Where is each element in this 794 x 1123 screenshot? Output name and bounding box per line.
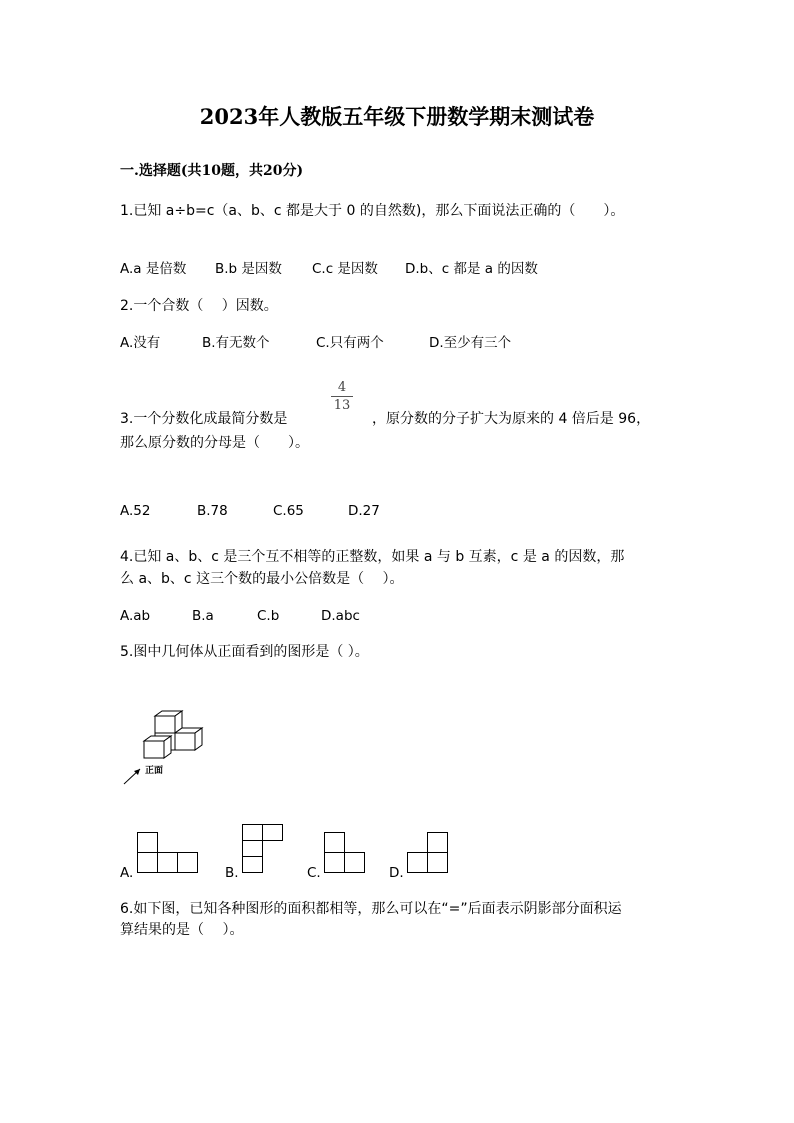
option-d-shape: [407, 832, 451, 874]
option-c-shape: [324, 832, 368, 874]
question-2-option-d: D.至少有三个: [429, 335, 512, 351]
question-2-option-a: A.没有: [120, 335, 161, 351]
question-5-option-a: A.: [120, 865, 134, 881]
question-5-text: 5.图中几何体从正面看到的图形是（ ）。: [120, 644, 369, 660]
question-3-option-c: C.65: [273, 503, 304, 519]
question-4-option-b: B.a: [192, 608, 214, 624]
question-4-text-line1: 4.已知 a、b、c 是三个互不相等的正整数，如果 a 与 b 互素，c 是 a 的因数，那: [120, 549, 625, 565]
question-2-option-c: C.只有两个: [316, 335, 384, 351]
fraction-numerator: 4: [337, 380, 347, 395]
section-heading: 一.选择题(共10题，共20分): [120, 163, 304, 179]
front-view-label: 正面: [145, 766, 164, 776]
cube-solid-figure: [118, 708, 218, 790]
question-4-option-c: C.b: [257, 608, 280, 624]
question-3-text-line2: 那么原分数的分母是（ ）。: [120, 435, 309, 451]
option-b-shape: [242, 824, 286, 876]
question-6-text-line2: 算结果的是（ ）。: [120, 922, 244, 938]
question-3-fraction: [331, 380, 353, 413]
question-4-text-line2: 么 a、b、c 这三个数的最小公倍数是（ ）。: [120, 571, 404, 587]
question-3-option-d: D.27: [348, 503, 380, 519]
fraction-bar: [331, 396, 353, 397]
question-5-option-c: C.: [307, 865, 321, 881]
question-2-text: 2.一个合数（ ）因数。: [120, 298, 278, 314]
question-4-option-a: A.ab: [120, 608, 151, 624]
question-2-option-b: B.有无数个: [202, 335, 270, 351]
question-1-option-b: B.b 是因数: [215, 261, 282, 277]
question-1-option-d: D.b、c 都是 a 的因数: [405, 261, 538, 277]
question-1-option-a: A.a 是倍数: [120, 261, 187, 277]
question-5-option-d: D.: [389, 865, 404, 881]
question-3-text-after: ，原分数的分子扩大为原来的 4 倍后是 96，: [372, 411, 651, 427]
option-a-shape: [137, 832, 201, 874]
question-1-option-c: C.c 是因数: [312, 261, 378, 277]
question-3-text-before: 3.一个分数化成最简分数是: [120, 411, 288, 427]
question-5-option-b: B.: [225, 865, 239, 881]
page-title: 2023年人教版五年级下册数学期末测试卷: [199, 104, 595, 129]
question-4-option-d: D.abc: [321, 608, 360, 624]
question-3-option-a: A.52: [120, 503, 151, 519]
question-3-option-b: B.78: [197, 503, 228, 519]
fraction-denominator: 13: [333, 398, 351, 413]
question-1-text: 1.已知 a÷b=c（a、b、c 都是大于 0 的自然数)，那么下面说法正确的（ ）。: [120, 203, 625, 219]
question-6-text-line1: 6.如下图，已知各种图形的面积都相等，那么可以在“=”后面表示阴影部分面积运: [120, 901, 622, 917]
